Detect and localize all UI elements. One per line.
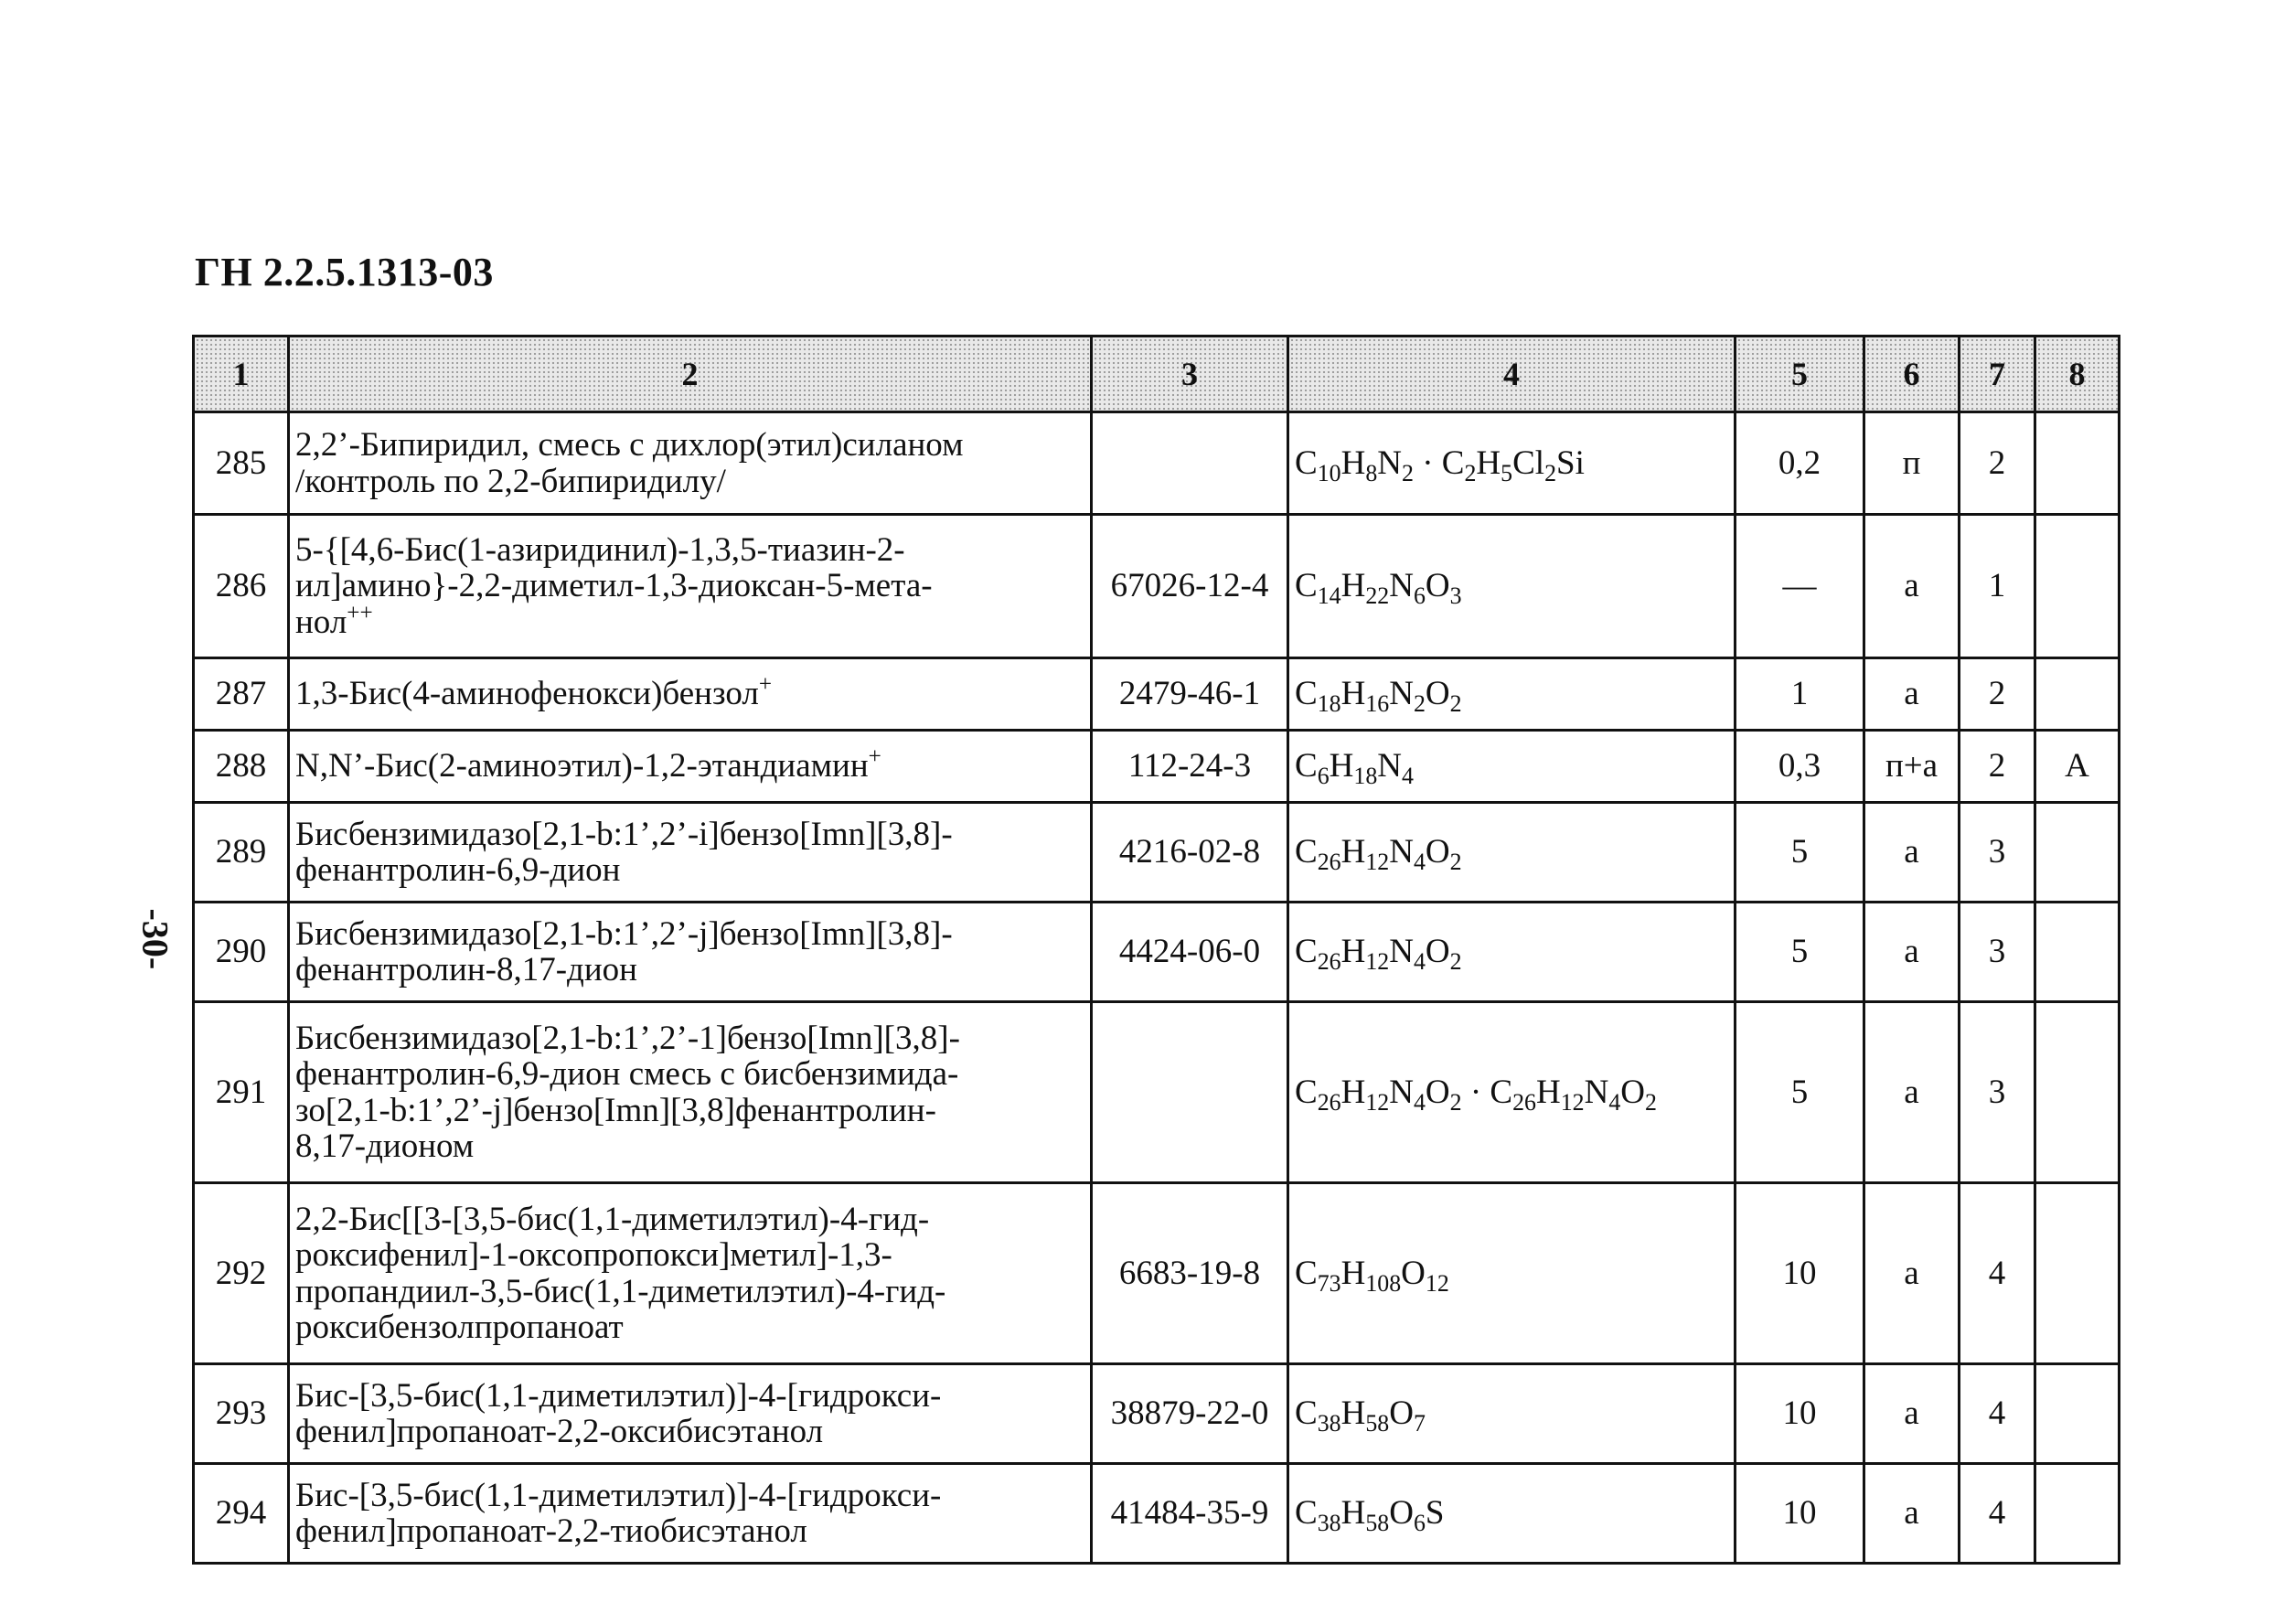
substance-name-line: роксибензолпропаноат	[295, 1308, 624, 1346]
cas-number: 4216-02-8	[1092, 803, 1288, 903]
value-col6: а	[1864, 515, 1960, 658]
cas-number: 4424-06-0	[1092, 903, 1288, 1002]
row-number: 288	[194, 731, 289, 803]
table-row	[194, 903, 2120, 1002]
note-marker: +	[868, 744, 881, 770]
chemical-formula: $C_6H_{18}N_4$	[1288, 731, 1736, 803]
value-col5: 10	[1736, 1364, 1864, 1464]
value-col8: А	[2035, 731, 2120, 803]
table-row	[194, 803, 2120, 903]
row-number: 291	[194, 1002, 289, 1183]
value-col7: 2	[1960, 412, 2035, 515]
table-body	[194, 412, 2120, 1564]
substance-name	[289, 1002, 1092, 1183]
substance-name	[289, 1364, 1092, 1464]
value-col8	[2035, 1002, 2120, 1183]
column-header-2: 2	[289, 337, 1092, 412]
column-header-3: 3	[1092, 337, 1288, 412]
substance-name-line: Бисбензимидазо[2,1-b:1’,2’-1]бензо[Imn][3,8]-	[295, 1020, 960, 1058]
chemical-formula: $C_{10}H_8N_2 \cdot C_2H_5Cl_2Si$	[1288, 412, 1736, 515]
substance-name-line: нол	[295, 603, 347, 641]
substance-name-line: /контроль по 2,2-бипиридилу/	[295, 462, 726, 500]
substance-name-line: роксифенил]-1-оксопропокси]метил]-1,3-	[295, 1236, 892, 1275]
substance-name	[289, 658, 1092, 731]
table-header-row	[194, 337, 2120, 412]
substance-name	[289, 412, 1092, 515]
value-col7: 3	[1960, 1002, 2035, 1183]
value-col6: а	[1864, 803, 1960, 903]
substance-name-line: фенил]пропаноат-2,2-оксибисэтанол	[295, 1413, 824, 1450]
value-col8	[2035, 412, 2120, 515]
cas-number: 67026-12-4	[1092, 515, 1288, 658]
value-col6: п+а	[1864, 731, 1960, 803]
substance-name	[289, 731, 1092, 803]
value-col5: 10	[1736, 1464, 1864, 1564]
chemical-formula: $C_{26}H_{12}N_4O_2$	[1288, 803, 1736, 903]
substance-name-line: ил]амино}-2,2-диметил-1,3-диоксан-5-мета-	[295, 567, 933, 605]
value-col7: 2	[1960, 658, 2035, 731]
row-number: 286	[194, 515, 289, 658]
value-col5: 5	[1736, 803, 1864, 903]
column-header-7: 7	[1960, 337, 2035, 412]
substance-name-line: 1,3-Бис(4-аминофенокси)бензол	[295, 675, 759, 713]
substance-name-line: 8,17-дионом	[295, 1127, 475, 1165]
value-col6: а	[1864, 1183, 1960, 1364]
value-col6: а	[1864, 658, 1960, 731]
value-col5: 0,3	[1736, 731, 1864, 803]
chemical-formula: $C_{38}H_{58}O_6S$	[1288, 1464, 1736, 1564]
substance-name-line: фенантролин-6,9-дион	[295, 851, 621, 889]
chemical-formula: $C_{38}H_{58}O_7$	[1288, 1364, 1736, 1464]
substance-name-line: Бисбензимидазо[2,1-b:1’,2’-i]бензо[Imn][3,8]-	[295, 815, 953, 853]
cas-number: 41484-35-9	[1092, 1464, 1288, 1564]
value-col8	[2035, 515, 2120, 658]
table-row	[194, 1364, 2120, 1464]
row-number: 292	[194, 1183, 289, 1364]
substance-name-line: зо[2,1-b:1’,2’-j]бензо[Imn][3,8]фенантролин-	[295, 1091, 936, 1129]
value-col7: 3	[1960, 903, 2035, 1002]
substances-table	[192, 335, 2120, 1565]
value-col5: —	[1736, 515, 1864, 658]
chemical-formula: $C_{14}H_{22}N_6O_3$	[1288, 515, 1736, 658]
substance-name	[289, 903, 1092, 1002]
value-col6: п	[1864, 412, 1960, 515]
substance-name-line: Бис-[3,5-бис(1,1-диметилэтил)]-4-[гидрокси-	[295, 1376, 942, 1415]
value-col8	[2035, 903, 2120, 1002]
substance-name-line: N,N’-Бис(2-аминоэтил)-1,2-этандиамин	[295, 747, 869, 785]
value-col8	[2035, 1183, 2120, 1364]
table-row	[194, 731, 2120, 803]
substance-name	[289, 803, 1092, 903]
note-marker: +	[758, 672, 773, 698]
substance-name	[289, 1464, 1092, 1564]
value-col6: а	[1864, 1464, 1960, 1564]
table-row	[194, 1002, 2120, 1183]
row-number: 285	[194, 412, 289, 515]
value-col5: 10	[1736, 1183, 1864, 1364]
value-col8	[2035, 658, 2120, 731]
table-row	[194, 1464, 2120, 1564]
row-number: 293	[194, 1364, 289, 1464]
chemical-formula: $C_{18}H_{16}N_2O_2$	[1288, 658, 1736, 731]
table-row	[194, 1183, 2120, 1364]
substance-name-line: фенантролин-8,17-дион	[295, 951, 637, 988]
column-header-8: 8	[2035, 337, 2120, 412]
cas-number: 6683-19-8	[1092, 1183, 1288, 1364]
row-number: 290	[194, 903, 289, 1002]
table-row	[194, 515, 2120, 658]
value-col7: 4	[1960, 1183, 2035, 1364]
value-col6: а	[1864, 903, 1960, 1002]
value-col8	[2035, 1464, 2120, 1564]
table-row	[194, 658, 2120, 731]
cas-number: 38879-22-0	[1092, 1364, 1288, 1464]
document-code: ГН 2.2.5.1313-03	[195, 250, 494, 294]
value-col8	[2035, 803, 2120, 903]
value-col5: 0,2	[1736, 412, 1864, 515]
substance-name-line: пропандиил-3,5-бис(1,1-диметилэтил)-4-гид-	[295, 1272, 946, 1310]
cas-number: 2479-46-1	[1092, 658, 1288, 731]
substance-name-line: фенил]пропаноат-2,2-тиобисэтанол	[295, 1512, 807, 1550]
chemical-formula: $C_{26}H_{12}N_4O_2 \cdot C_{26}H_{12}N_4O_2$	[1288, 1002, 1736, 1183]
row-number: 289	[194, 803, 289, 903]
note-marker: ++	[347, 600, 373, 625]
substance-name-line: 2,2-Бис[[3-[3,5-бис(1,1-диметилэтил)-4-гид-	[295, 1201, 930, 1239]
substance-name-line: Бис-[3,5-бис(1,1-диметилэтил)]-4-[гидрокси-	[295, 1476, 942, 1514]
value-col5: 1	[1736, 658, 1864, 731]
column-header-5: 5	[1736, 337, 1864, 412]
value-col7: 3	[1960, 803, 2035, 903]
cas-number	[1092, 1002, 1288, 1183]
cas-number: 112-24-3	[1092, 731, 1288, 803]
row-number: 294	[194, 1464, 289, 1564]
value-col8	[2035, 1364, 2120, 1464]
substance-name-line: фенантролин-6,9-дион смесь с бисбензимида-	[295, 1055, 959, 1094]
chemical-formula: $C_{26}H_{12}N_4O_2$	[1288, 903, 1736, 1002]
column-header-4: 4	[1288, 337, 1736, 412]
value-col7: 4	[1960, 1464, 2035, 1564]
value-col6: а	[1864, 1364, 1960, 1464]
value-col7: 4	[1960, 1364, 2035, 1464]
column-header-6: 6	[1864, 337, 1960, 412]
cas-number	[1092, 412, 1288, 515]
column-header-1: 1	[194, 337, 289, 412]
chemical-formula: $C_{73}H_{108}O_{12}$	[1288, 1183, 1736, 1364]
value-col7: 1	[1960, 515, 2035, 658]
substance-name-line: 5-{[4,6-Бис(1-азиридинил)-1,3,5-тиазин-2-	[295, 531, 905, 570]
value-col7: 2	[1960, 731, 2035, 803]
value-col5: 5	[1736, 1002, 1864, 1183]
substance-name-line: Бисбензимидазо[2,1-b:1’,2’-j]бензо[Imn][3,8]-	[295, 914, 953, 953]
substance-name	[289, 515, 1092, 658]
value-col5: 5	[1736, 903, 1864, 1002]
page-number: -30-	[134, 908, 176, 970]
substance-name	[289, 1183, 1092, 1364]
value-col6: а	[1864, 1002, 1960, 1183]
substance-name-line: 2,2’-Бипиридил, смесь с дихлор(этил)силаном	[295, 426, 964, 465]
row-number: 287	[194, 658, 289, 731]
table-row	[194, 412, 2120, 515]
